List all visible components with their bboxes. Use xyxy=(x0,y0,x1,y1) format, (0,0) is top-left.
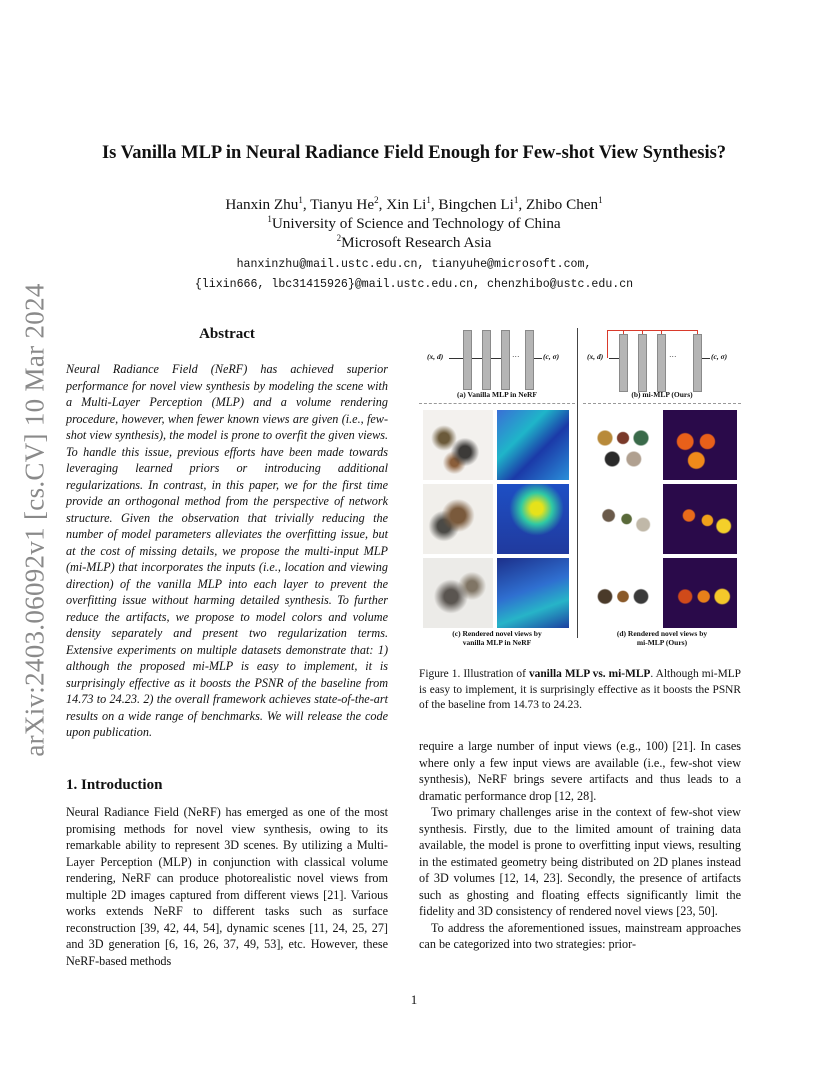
label-b: (b) mi-MLP (Ours) xyxy=(631,390,693,399)
mi-mlp-layer xyxy=(638,334,647,392)
mi-mlp-depth-2 xyxy=(663,484,737,554)
authors-block xyxy=(40,195,788,252)
intro-body xyxy=(66,804,388,969)
right-column-body xyxy=(419,738,741,953)
mi-mlp-diagram xyxy=(583,322,741,402)
author-emails xyxy=(40,255,788,295)
paragraph-2: Two primary challenges arise in the context of few-shot view synthesis. Firstly, due to the limited amount of training data available, the model is prone to overfitting input views, resulting in the estimated geometry being distributed on 2D planes instead of 3D volumes [12, 14, 23]. Secondly, the presence of artifacts such as ghosting and floating effects significantly limit the fidelity and 3D consistency of rendered novel views [23, 50]. xyxy=(419,805,741,918)
mi-mlp-render-1 xyxy=(587,410,659,480)
mlp-layer xyxy=(482,330,491,390)
abstract-body: Neural Radiance Field (NeRF) has achieved superior performance for novel view synthesis by modeling the scene with a Multi-Layer Perception (MLP) and a volume rendering procedure, however, when fewer known views are given (i.e., few-shot view synthesis), the model is prone to overfit the given views. To handle this issue, previous efforts have been made towards leveraging learned priors or introducing additional regularizations. In contrast, in this paper, we for the first time provide an orthogonal method from the perspective of network structure. Given the observation that trivially reducing the number of model parameters alleviates the overfitting issue, but at the cost of missing details, we propose the multi-input MLP (mi-MLP) that incorporates the inputs (i.e., location and viewing direction) of the vanilla MLP into each layer to prevent the overfitting issue without harming detailed synthesis. To further reduce the artifacts, we propose to model colors and volume density separately and present two regularization terms. Extensive experiments on multiple datasets demonstrate that: 1) although the proposed mi-MLP is easy to implement, it is surprisingly effective as it boosts the PSNR of the baseline from 14.73 to 24.23. 2) the overall framework achieves state-of-the-art results on a wide range of benchmarks. We will release the code upon publication. xyxy=(66,362,388,739)
mlp-dots: ··· xyxy=(512,352,520,361)
email-line-2: {lixin666, lbc31415926}@mail.ustc.edu.cn, chenzhibo@ustc.edu.cn xyxy=(194,278,634,291)
mlp-layer xyxy=(525,330,534,390)
label-d: (d) Rendered novel views by mi-MLP (Ours) xyxy=(616,629,708,647)
mi-mlp-layer xyxy=(619,334,628,392)
affiliation-1: $^1$University of Science and Technology of China xyxy=(267,214,561,232)
email-line-1: hanxinzhu@mail.ustc.edu.cn, tianyuhe@microsoft.com, xyxy=(236,258,592,271)
vanilla-render-3 xyxy=(423,558,493,628)
vanilla-depth-3 xyxy=(497,558,569,628)
mi-mlp-output-label: (c, σ) xyxy=(711,352,728,361)
mi-mlp-layer xyxy=(693,334,702,392)
affiliation-2: $^2$Microsoft Research Asia xyxy=(336,233,492,251)
intro-heading: 1. Introduction xyxy=(66,777,163,793)
mlp-layer xyxy=(463,330,472,390)
figure-1 xyxy=(419,322,741,652)
author-list: Hanxin Zhu$^1$, Tianyu He$^2$, Xin Li$^1$, Bingchen Li$^1$, Zhibo Chen$^1$ xyxy=(225,195,603,213)
label-c: (c) Rendered novel views by vanilla MLP in NeRF xyxy=(452,629,542,647)
mi-mlp-depth-3 xyxy=(663,558,737,628)
paper-title: Is Vanilla MLP in Neural Radiance Field Enough for Few-shot View Synthesis? xyxy=(101,143,727,163)
intro-paragraph: Neural Radiance Field (NeRF) has emerged as one of the most promising methods for novel view synthesis, owing to its remarkable ability to represent 3D scenes. By utilizing a Multi-Layer Perception (MLP) in conjunction with classical volume rendering, NeRF can produce photorealistic novel views from multiple 2D images captured from different views [21]. Various works extends NeRF to different tasks such as surface reconstruction [39, 42, 44, 54], dynamic scenes [11, 24, 25, 27] and 3D generation [6, 16, 26, 37, 49, 53], etc. However, these NeRF-based methods xyxy=(66,805,388,968)
paragraph-3: To address the aforementioned issues, mainstream approaches can be categorized into two strategies: prior- xyxy=(419,920,741,951)
vanilla-render-1 xyxy=(423,410,493,480)
vanilla-render-2 xyxy=(423,484,493,554)
figure-divider xyxy=(577,328,578,638)
mlp-layer xyxy=(501,330,510,390)
vanilla-depth-1 xyxy=(497,410,569,480)
vanilla-mlp-diagram xyxy=(419,322,575,402)
arxiv-watermark: arXiv:2403.06092v1 [cs.CV] 10 Mar 2024 xyxy=(19,283,50,757)
mi-mlp-render-2 xyxy=(587,484,659,554)
mi-mlp-input-label: (x, d) xyxy=(587,352,604,361)
figure-caption: Figure 1. Illustration of vanilla MLP vs. mi-MLP. Although mi-MLP is easy to implement, it is surprisingly effective as it boosts the PSNR of the baseline from 14.73 to 24.23. xyxy=(419,668,741,711)
paragraph-1: require a large number of input views (e.g., 100) [21]. In cases where only a few input views are available (i.e., few-shot view synthesis), NeRF brings severe artifacts and thus leads to a dramatic performance drop [12, 28]. xyxy=(419,739,741,803)
mlp-input-label: (x, d) xyxy=(427,352,444,361)
vanilla-depth-2 xyxy=(497,484,569,554)
label-a: (a) Vanilla MLP in NeRF xyxy=(456,390,537,399)
mi-mlp-render-3 xyxy=(587,558,659,628)
page-number: 1 xyxy=(410,992,418,1007)
mlp-output-label: (c, σ) xyxy=(543,352,560,361)
mi-mlp-dots: ··· xyxy=(669,352,677,361)
mi-mlp-layer xyxy=(657,334,666,392)
mi-mlp-depth-1 xyxy=(663,410,737,480)
abstract-heading: Abstract xyxy=(199,326,255,342)
